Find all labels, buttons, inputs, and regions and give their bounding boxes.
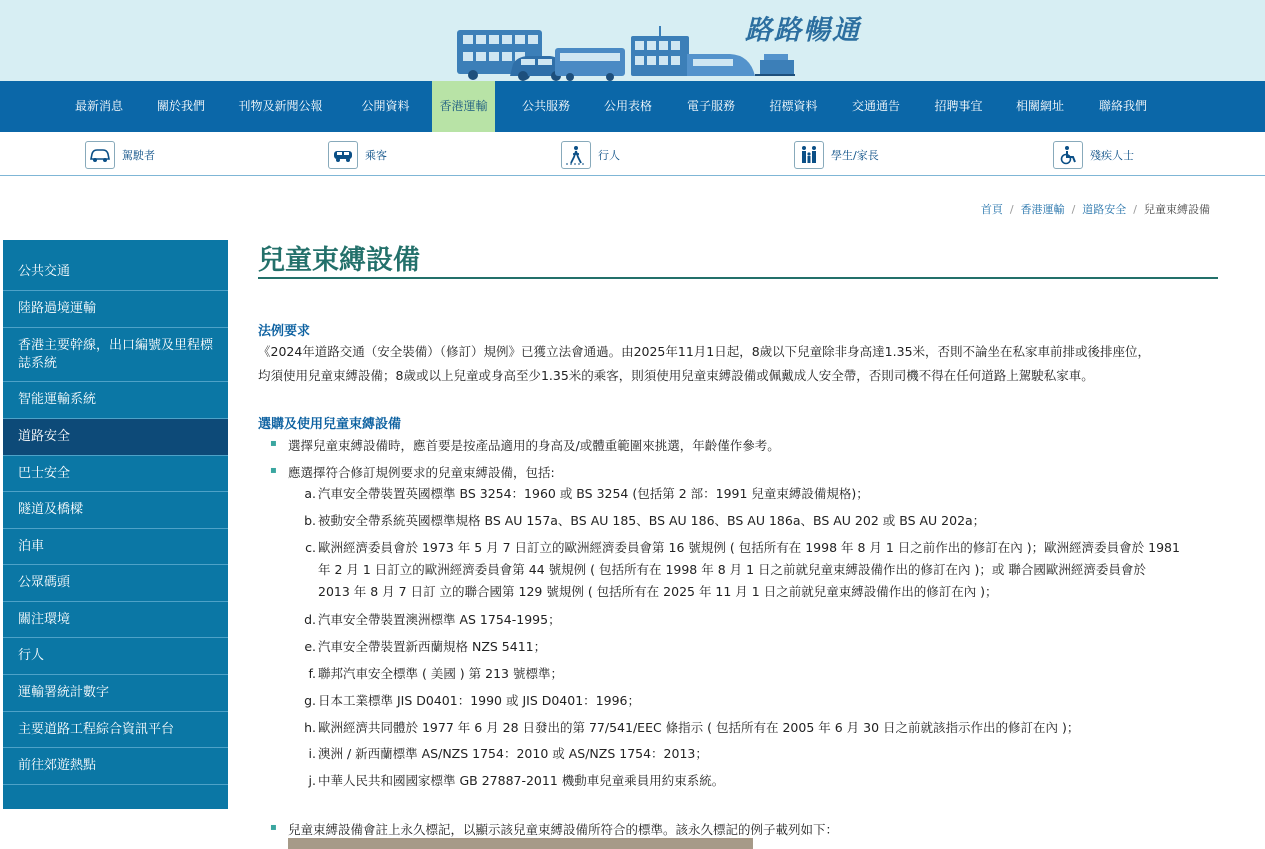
sidebar-item-cross-boundary[interactable]: 陸路過境運輸 (3, 291, 228, 328)
bullet-dot-icon: ▪ (270, 822, 277, 833)
list-item-label: e. (304, 639, 316, 654)
passenger-car-icon (328, 141, 358, 169)
sidebar-item-road-works-platform[interactable]: 主要道路工程綜合資訊平台 (3, 712, 228, 748)
legal-requirements-paragraph (258, 340, 1218, 388)
nav-item-traffic-notices[interactable]: 交通通告 (851, 99, 900, 113)
banner-title: 路路暢通 (745, 15, 861, 46)
sidebar-item-parking[interactable]: 泊車 (3, 529, 228, 565)
breadcrumb-current: 兒童束縛設備 (1144, 203, 1210, 216)
list-item-label: a. (304, 486, 316, 501)
list-item-text (318, 690, 1218, 712)
breadcrumb-road-safety[interactable]: 道路安全 (1082, 203, 1127, 216)
permanent-label-example-image (288, 838, 753, 849)
list-item-label: j. (308, 773, 316, 788)
nav-item-public-info[interactable]: 公開資料 (361, 99, 410, 113)
nav-item-e-services[interactable]: 電子服務 (686, 99, 735, 113)
section-heading-legal-requirements: 法例要求 (258, 324, 311, 339)
list-item-label: i. (308, 746, 316, 761)
sidebar-menu (3, 240, 228, 809)
audience-students-parents-link[interactable] (794, 140, 879, 170)
breadcrumb-hk-transport[interactable]: 香港運輸 (1020, 203, 1065, 216)
breadcrumb-separator: / (1009, 203, 1014, 216)
main-navigation (0, 81, 1265, 132)
nav-item-tenders[interactable]: 招標資料 (769, 99, 818, 113)
breadcrumb (981, 201, 1210, 217)
list-line: 2013 年 8 月 7 日訂 立的聯合國第 129 號規例 ( 包括所有在 2025 年 11 月 1 日之前就兒童束縛設備作出的修訂在內 )； (318, 584, 998, 599)
sidebar-item-route-signs[interactable]: 香港主要幹線，出口編號及里程標誌系統 (3, 328, 228, 382)
audience-students-parents-label: 學生/家長 (831, 149, 879, 162)
sidebar-item-environment[interactable]: 關注環境 (3, 602, 228, 638)
breadcrumb-home[interactable]: 首頁 (980, 203, 1003, 216)
car-icon (85, 141, 115, 169)
family-icon (794, 141, 824, 169)
list-item-text (318, 609, 1218, 631)
bullet-text: 應選擇符合修訂規例要求的兒童束縛設備，包括: (288, 465, 555, 480)
list-item-text (318, 636, 1218, 658)
sidebar-item-public-transport[interactable]: 公共交通 (3, 254, 228, 291)
audience-disabled-link[interactable] (1053, 140, 1134, 170)
list-line: 歐洲經濟委員會於 1973 年 5 月 7 日訂立的歐洲經濟委員會第 16 號規例 ( 包括所有在 1998 年 8 月 1 日之前作出的修訂在內 )；歐洲經濟委員會於 1981 (318, 540, 1180, 555)
audience-passengers-link[interactable] (328, 140, 387, 170)
audience-drivers-link[interactable] (85, 140, 155, 170)
header-banner (0, 0, 1265, 81)
legal-line-1: 《2024年道路交通（安全裝備）（修訂）規例》已獲立法會通過。由2025年11月1日起，8歲以下兒童除非身高達1.35米，否則不論坐在私家車前排或後排座位， (258, 344, 1151, 359)
list-line: 汽車安全帶裝置英國標準 BS 3254：1960 或 BS 3254 (包括第 2 部：1991 兒童束縛設備規格)； (318, 486, 869, 501)
nav-item-related-links[interactable]: 相關網址 (1015, 99, 1064, 113)
audience-drivers-label: 駕駛者 (122, 149, 155, 162)
breadcrumb-separator: / (1071, 203, 1076, 216)
legal-line-2: 均須使用兒童束縛設備；8歲或以上兒童或身高至少1.35米的乘客，則須使用兒童束縛設備或佩戴成人安全帶，否則司機不得在任何道路上駕駛私家車。 (258, 368, 1094, 383)
list-line: 歐洲經濟共同體於 1977 年 6 月 28 日發出的第 77/541/EEC 條指示 ( 包括所有在 2005 年 6 月 30 日之前就該指示作出的修訂在內 )； (318, 720, 1080, 735)
list-item-label: h. (304, 720, 316, 735)
section-heading-selection-use: 選購及使用兒童束縛設備 (258, 417, 402, 432)
bullet-dot-icon: ▪ (270, 465, 277, 476)
nav-item-about-us[interactable]: 關於我們 (156, 99, 205, 113)
list-line: 年 2 月 1 日訂立的歐洲經濟委員會第 44 號規例 ( 包括所有在 1998 年 8 月 1 日之前就兒童束縛設備作出的修訂在內 )；或 聯合國歐洲經濟委員會於 (318, 562, 1146, 577)
vehicles-banner-illustration (455, 24, 795, 81)
pedestrian-icon (561, 141, 591, 169)
sidebar-item-bus-safety[interactable]: 巴士安全 (3, 456, 228, 492)
audience-navigation (0, 132, 1265, 176)
list-item-text (318, 537, 1218, 603)
bullet-text: 選擇兒童束縛設備時，應首要是按產品適用的身高及/或體重範圍來挑選，年齡僅作參考。 (288, 438, 780, 453)
list-line: 中華人民共和國國家標準 GB 27887-2011 機動車兒童乘員用約束系統。 (318, 773, 725, 788)
audience-pedestrians-link[interactable] (561, 140, 620, 170)
list-line: 澳洲 / 新西蘭標準 AS/NZS 1754：2010 或 AS/NZS 1754：2013； (318, 746, 708, 761)
list-item-text (318, 483, 1218, 505)
list-item-text (318, 770, 1218, 792)
nav-item-publications[interactable]: 刊物及新聞公報 (238, 99, 323, 113)
audience-disabled-label: 殘疾人士 (1090, 149, 1134, 162)
audience-pedestrians-label: 行人 (598, 149, 620, 162)
sidebar-item-statistics[interactable]: 運輸署統計數字 (3, 675, 228, 712)
sidebar-item-tunnels-bridges[interactable]: 隧道及橋樑 (3, 492, 228, 529)
list-item-text (318, 510, 1218, 532)
list-item-text (318, 743, 1218, 765)
list-line: 日本工業標準 JIS D0401：1990 或 JIS D0401：1996； (318, 693, 640, 708)
nav-item-hk-transport[interactable]: 香港運輸 (432, 81, 495, 132)
sidebar-item-countryside-spots[interactable]: 前往郊遊熱點 (3, 748, 228, 785)
wheelchair-icon (1053, 141, 1083, 169)
bullet-dot-icon: ▪ (270, 438, 277, 449)
sidebar-item-pedestrians[interactable]: 行人 (3, 638, 228, 675)
nav-item-latest-news[interactable]: 最新消息 (74, 99, 123, 113)
audience-passengers-label: 乘客 (365, 149, 387, 162)
list-line: 汽車安全帶裝置澳洲標準 AS 1754-1995； (318, 612, 561, 627)
bullet-text: 兒童束縛設備會註上永久標記，以顯示該兒童束縛設備所符合的標準。該永久標記的例子載列如下： (288, 822, 839, 837)
list-item-label: g. (304, 693, 316, 708)
list-item-text (318, 663, 1218, 685)
list-item-text (318, 717, 1218, 739)
sidebar-item-its[interactable]: 智能運輸系統 (3, 382, 228, 419)
list-item-label: d. (304, 612, 316, 627)
list-line: 聯邦汽車安全標準 ( 美國 ) 第 213 號標準； (318, 666, 563, 681)
list-item-label: f. (308, 666, 316, 681)
breadcrumb-separator: / (1133, 203, 1137, 216)
nav-item-recruitment[interactable]: 招聘事宜 (934, 99, 983, 113)
sidebar-item-road-safety[interactable]: 道路安全 (3, 419, 228, 456)
nav-item-contact-us[interactable]: 聯絡我們 (1098, 99, 1147, 113)
list-item-label: b. (304, 513, 316, 528)
nav-item-public-services[interactable]: 公共服務 (521, 99, 570, 113)
nav-item-forms[interactable]: 公用表格 (603, 99, 652, 113)
list-line: 汽車安全帶裝置新西蘭規格 NZS 5411； (318, 639, 547, 654)
title-divider (258, 277, 1218, 279)
page-title: 兒童束縛設備 (258, 245, 420, 276)
list-item-label: c. (305, 540, 316, 555)
list-line: 被動安全帶系統英國標準規格 BS AU 157a、BS AU 185、BS AU 186、BS AU 186a、BS AU 202 或 BS AU 202a； (318, 513, 986, 528)
sidebar-item-public-piers[interactable]: 公眾碼頭 (3, 565, 228, 602)
